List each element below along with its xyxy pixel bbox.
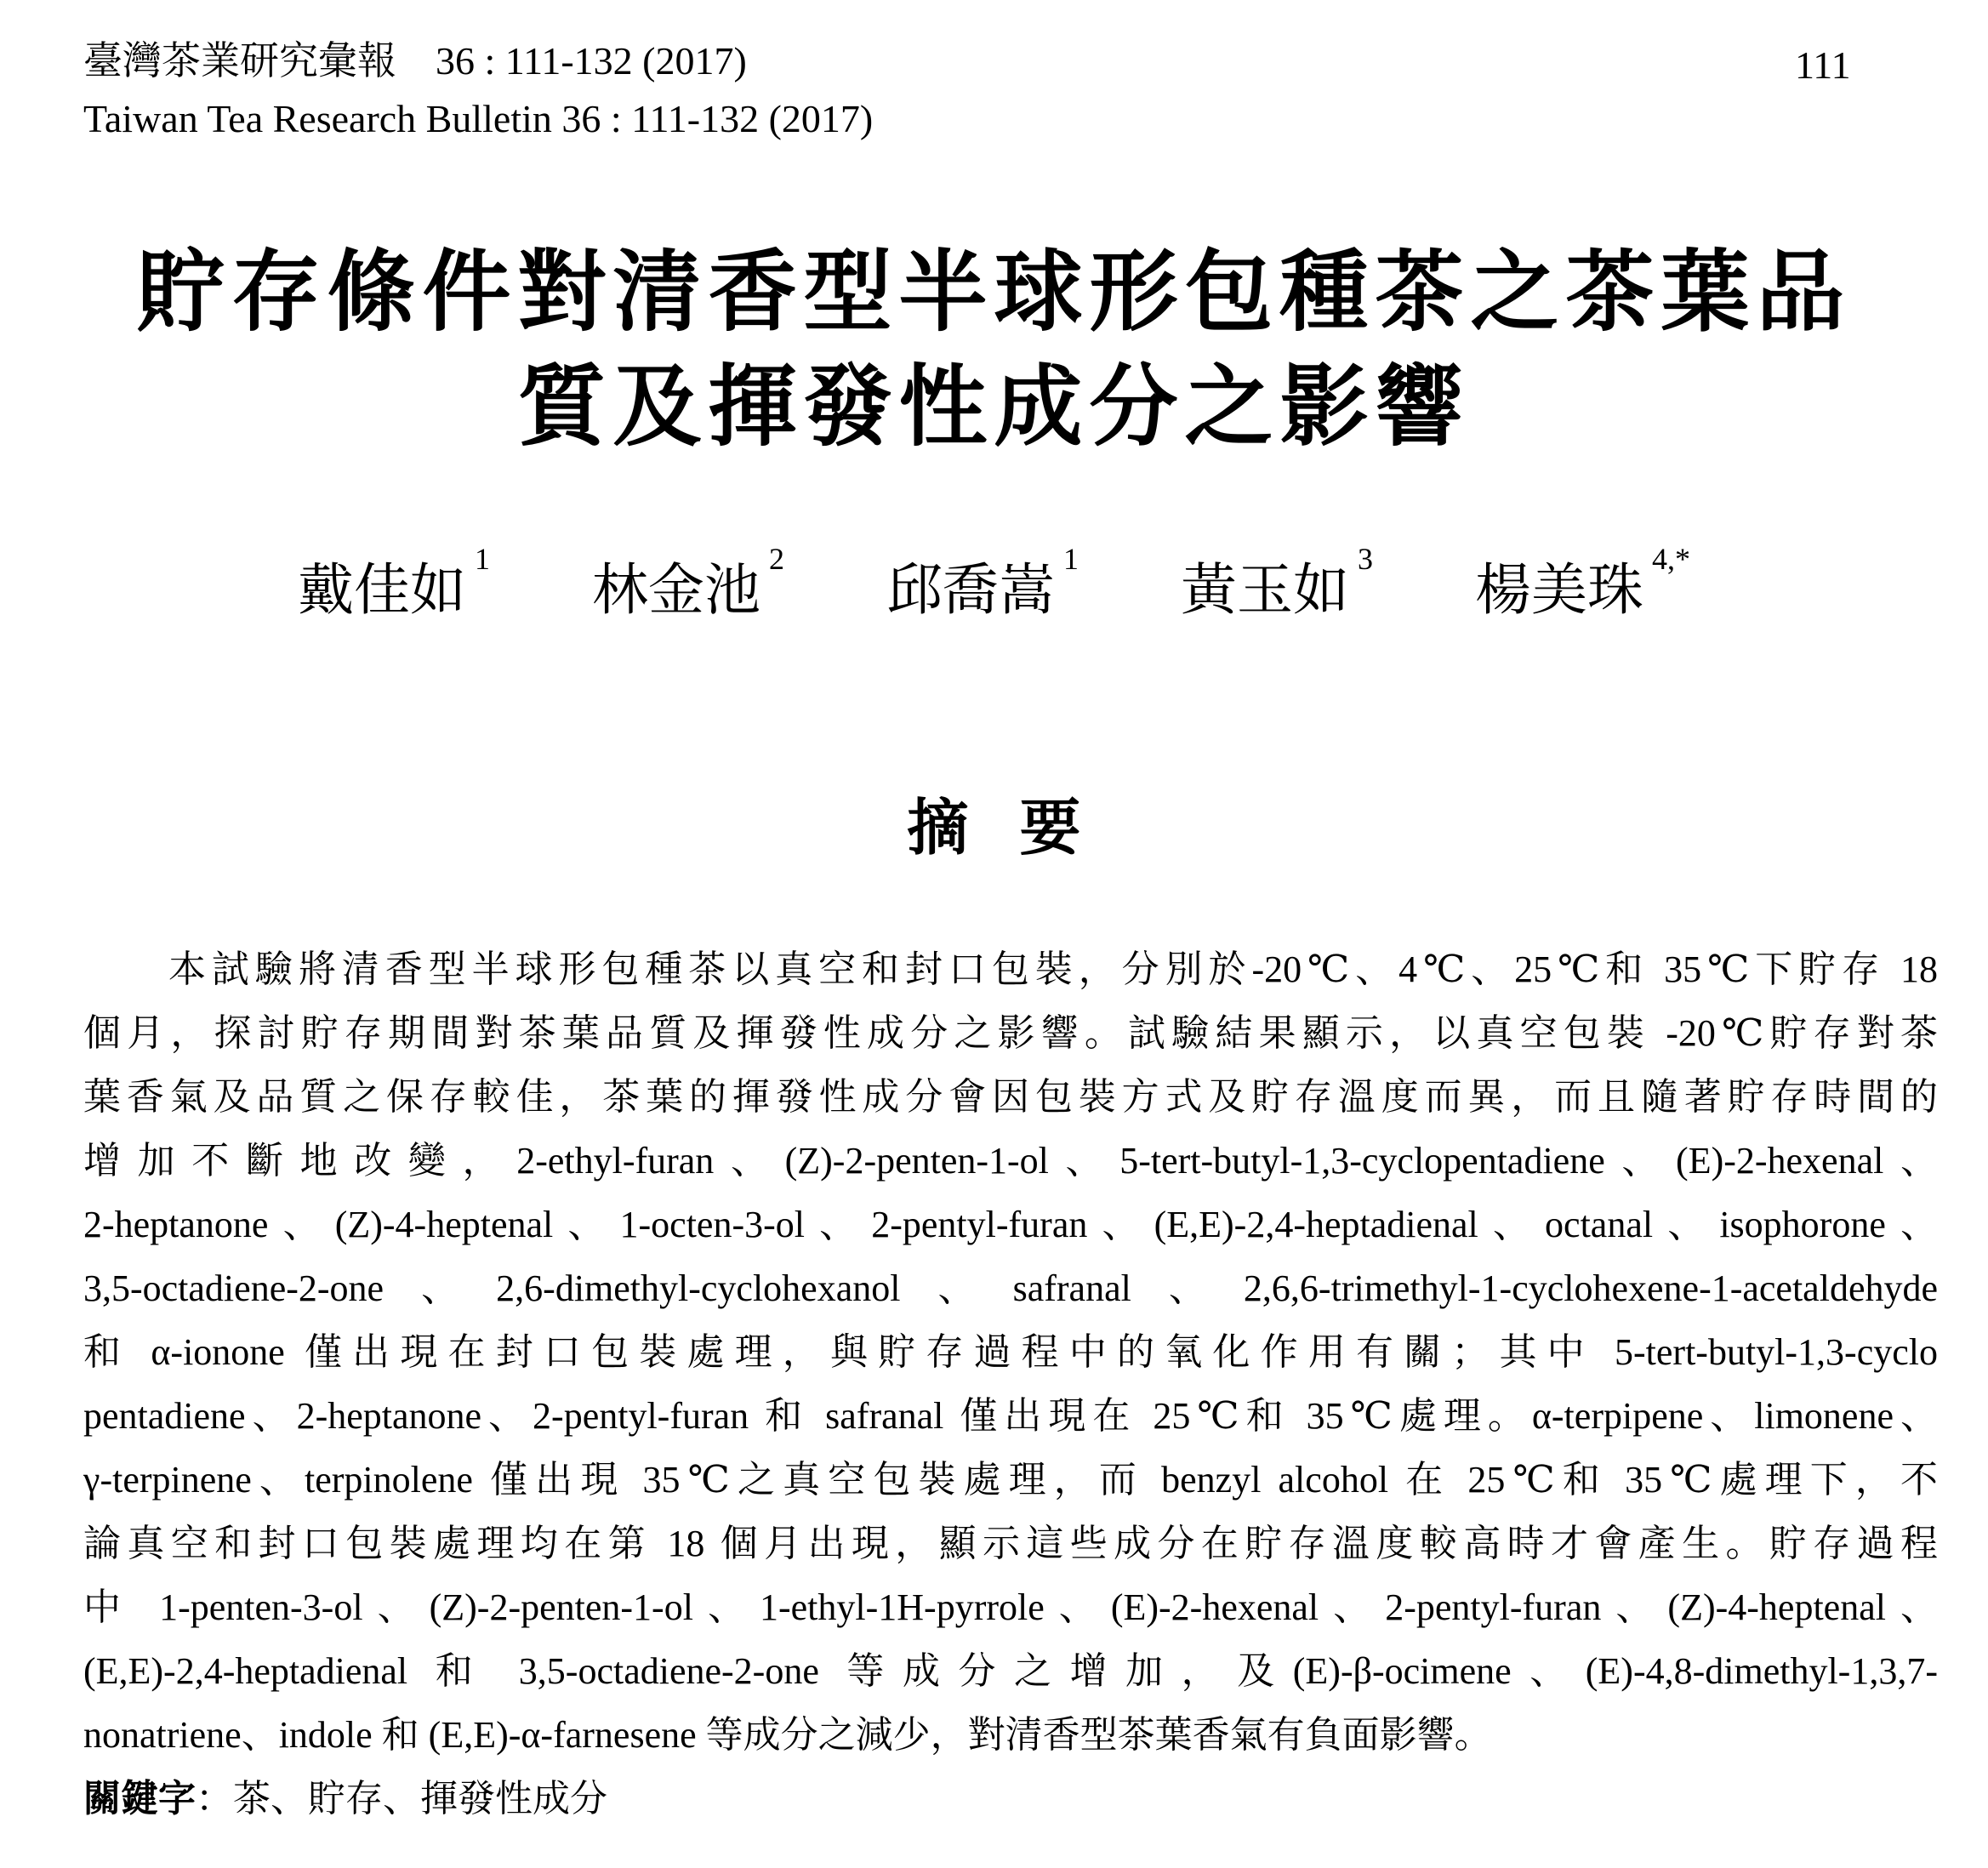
abstract-line: (E,E)-2,4-heptadienal 和 3,5-octadiene-2-one 等成分之增加，及(E)-β-ocimene、(E)-4,8-dimethyl-1,3,7-	[83, 1650, 1938, 1692]
abstract-line: 增加不斷地改變，2-ethyl-furan、(Z)-2-penten-1-ol、5-tert-butyl-1,3-cyclopentadiene、(E)-2-hexenal、	[83, 1140, 1938, 1182]
journal-header-en: Taiwan Tea Research Bulletin 36 : 111-132 (2017)	[83, 97, 874, 140]
author-affiliation: 1	[1063, 542, 1079, 576]
author-list	[0, 544, 1988, 625]
abstract-line: 3,5-octadiene-2-one、2,6-dimethyl-cyclohexanol、safranal、2,6,6-trimethyl-1-cyclohexene-1-acetaldehyde	[83, 1267, 1938, 1309]
abstract-line: 論真空和封口包裝處理均在第 18 個月出現，顯示這些成分在貯存溫度較高時才會產生。貯存過程	[83, 1523, 1938, 1564]
abstract-line: pentadiene、2-heptanone、2-pentyl-furan 和 safranal 僅出現在 25℃和 35℃處理。α-terpipene、limonene、	[83, 1395, 1938, 1437]
author-name: 邱喬嵩	[886, 560, 1055, 622]
author	[298, 544, 490, 625]
abstract-line: γ-terpinene、terpinolene 僅出現 35℃之真空包裝處理，而 benzyl alcohol 在 25℃和 35℃處理下，不	[83, 1459, 1938, 1501]
abstract-line: 本試驗將清香型半球形包種茶以真空和封口包裝，分別於-20℃、4℃、25℃和 35℃下貯存 18	[168, 948, 1938, 990]
author-name: 楊美珠	[1475, 560, 1643, 622]
abstract-line: 葉香氣及品質之保存較佳，茶葉的揮發性成分會因包裝方式及貯存溫度而異，而且隨著貯存時間的	[83, 1076, 1938, 1118]
abstract-line: nonatriene、indole 和 (E,E)-α-farnesene 等成分之減少，對清香型茶葉香氣有負面影響。	[83, 1714, 1492, 1756]
keywords	[83, 1774, 1938, 1825]
author-affiliation: 1	[475, 542, 490, 576]
paper-title-line-1: 貯存條件對清香型半球形包種茶之茶葉品	[136, 244, 1852, 342]
keywords-label: 關鍵字	[83, 1778, 196, 1820]
abstract-line: 個月，探討貯存期間對茶葉品質及揮發性成分之影響。試驗結果顯示，以真空包裝 -20℃貯存對茶	[83, 1012, 1938, 1054]
abstract-line: 2-heptanone、(Z)-4-heptenal、1-octen-3-ol、2-pentyl-furan、(E,E)-2,4-heptadienal、octanal、isophorone、	[83, 1204, 1938, 1245]
abstract-body	[83, 944, 1938, 1825]
keywords-value: ：茶、貯存、揮發性成分	[196, 1778, 607, 1820]
author-name: 林金池	[592, 560, 760, 622]
abstract-heading: 摘要	[907, 794, 1132, 863]
author-name: 黃玉如	[1181, 560, 1349, 622]
journal-header-zh: 臺灣茶業研究彙報 36 : 111-132 (2017)	[83, 39, 747, 83]
author-affiliation: 4,*	[1652, 542, 1690, 576]
abstract-line: 和 α-ionone 僅出現在封口包裝處理，與貯存過程中的氧化作用有關；其中 5-tert-butyl-1,3-cyclo	[83, 1331, 1938, 1373]
author	[592, 544, 784, 625]
author	[886, 544, 1079, 625]
author-affiliation: 2	[769, 542, 784, 576]
author	[1475, 544, 1690, 625]
author-affiliation: 3	[1358, 542, 1373, 576]
abstract-line: 中 1-penten-3-ol、(Z)-2-penten-1-ol、1-ethyl-1H-pyrrole、(E)-2-hexenal、2-pentyl-furan、(Z)-4-heptenal、	[83, 1586, 1938, 1628]
page-number: 111	[1795, 43, 1851, 87]
paper-title-line-2: 質及揮發性成分之影響	[517, 359, 1471, 457]
author-name: 戴佳如	[298, 560, 466, 622]
author	[1181, 544, 1373, 625]
